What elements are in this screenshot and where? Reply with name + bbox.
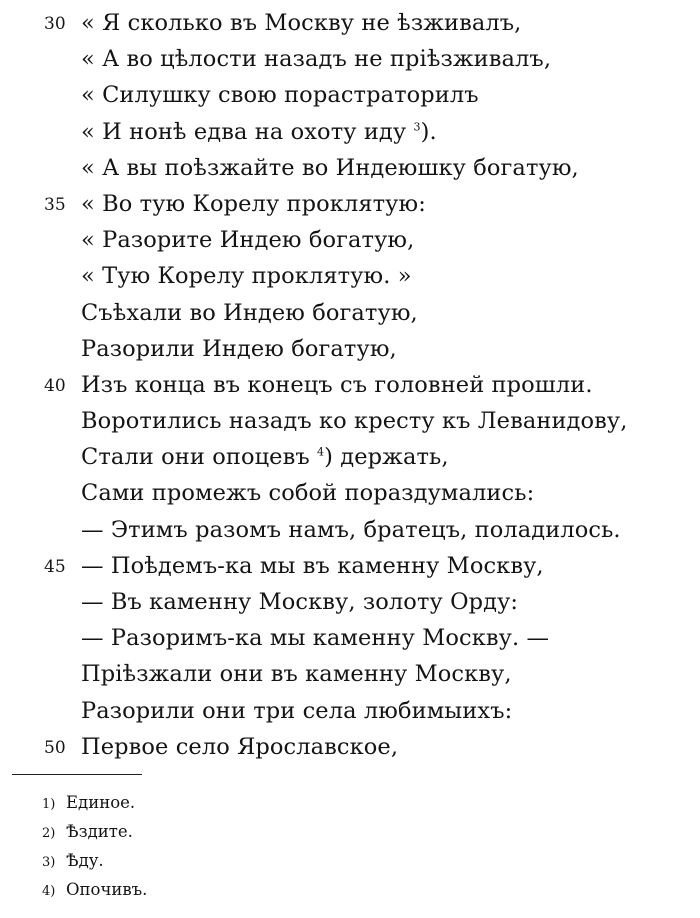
verse-line — [0, 5, 700, 41]
footnote-mark: 1) — [42, 797, 56, 812]
footnote-text: Единое. — [66, 793, 136, 812]
verse-line — [0, 620, 700, 656]
verse-line — [0, 439, 700, 475]
verse-line — [0, 475, 700, 511]
line-number: 35 — [44, 194, 66, 215]
footnotes — [42, 788, 147, 904]
verse-text-with-note — [81, 439, 449, 475]
footnote-text: Ѣздите. — [66, 822, 133, 841]
footnote-ref: 3 — [413, 120, 421, 134]
footnote — [42, 788, 147, 817]
verse-text: Разорили они три села любимыихъ: — [81, 697, 513, 724]
verse-text: — Разоримъ-ка мы каменну Москву. — — [81, 625, 550, 652]
verse-text-tail: ) держать, — [324, 444, 449, 471]
verse-text: « Тую Корелу проклятую. » — [81, 263, 412, 290]
verse-text: Съѣхали во Индею богатую, — [81, 299, 418, 326]
verse-line — [0, 150, 700, 186]
verse-text: « И нонѣ едва на охоту иду — [81, 118, 407, 145]
footnote — [42, 875, 147, 904]
verse-text: — Въ каменну Москву, золоту Орду: — [81, 589, 519, 615]
verse-text: « А во цѣлости назадъ не пріѣзживалъ, — [81, 46, 552, 73]
verse-text: « А вы поѣзжайте во Индеюшку богатую, — [81, 154, 579, 181]
verse-line — [0, 548, 700, 584]
verse-line — [0, 403, 700, 439]
footnote-mark: 4) — [42, 884, 56, 899]
footnote-ref: 4 — [317, 445, 325, 459]
verse-text: Сами промежъ собой пораздумались: — [81, 480, 535, 507]
verse-text: Первое село Ярославское, — [81, 733, 399, 760]
verse-text-tail: ). — [420, 118, 437, 145]
verse-line — [0, 41, 700, 77]
verse-line — [0, 186, 700, 222]
verse-line — [0, 656, 700, 692]
verse-line — [0, 258, 700, 294]
verse-text: Изъ конца въ конецъ съ головней прошли. — [81, 371, 593, 398]
verse-line — [0, 331, 700, 367]
line-number: 50 — [44, 737, 66, 758]
line-number: 45 — [44, 556, 66, 577]
footnote — [42, 846, 147, 875]
poem-text — [0, 5, 700, 765]
verse-line — [0, 512, 700, 548]
verse-line — [0, 584, 700, 620]
verse-text: Воротились назадъ ко кресту къ Леванидову, — [81, 408, 628, 435]
verse-line — [0, 729, 700, 765]
verse-line — [0, 693, 700, 729]
verse-text: Пріѣзжали они въ каменну Москву, — [81, 661, 512, 688]
verse-line — [0, 114, 700, 150]
line-number: 40 — [44, 375, 66, 396]
verse-text: « Во тую Корелу проклятую: — [81, 190, 426, 217]
verse-line — [0, 77, 700, 113]
footnote-text: Ѣду. — [66, 851, 104, 870]
verse-text: Стали они опоцевъ — [81, 444, 310, 471]
footnote-mark: 3) — [42, 855, 56, 870]
footnote-text: Опочивъ. — [66, 880, 148, 899]
verse-text: — Поѣдемъ-ка мы въ каменну Москву, — [81, 552, 544, 579]
verse-text: « Разорите Индею богатую, — [81, 227, 415, 254]
footnote-mark: 2) — [42, 826, 56, 841]
verse-text: « Силушку свою порастраторилъ — [81, 82, 479, 109]
verse-line — [0, 367, 700, 403]
verse-text: Разорили Индею богатую, — [81, 335, 397, 362]
verse-text: — Этимъ разомъ намъ, братецъ, поладилось. — [81, 516, 621, 543]
verse-text: « Я сколько въ Москву не ѣзживалъ, — [81, 10, 522, 36]
footnote — [42, 817, 147, 846]
verse-line — [0, 222, 700, 258]
verse-text-with-note — [81, 114, 437, 150]
verse-line — [0, 295, 700, 331]
line-number: 30 — [44, 14, 66, 34]
footnote-divider — [12, 774, 142, 775]
